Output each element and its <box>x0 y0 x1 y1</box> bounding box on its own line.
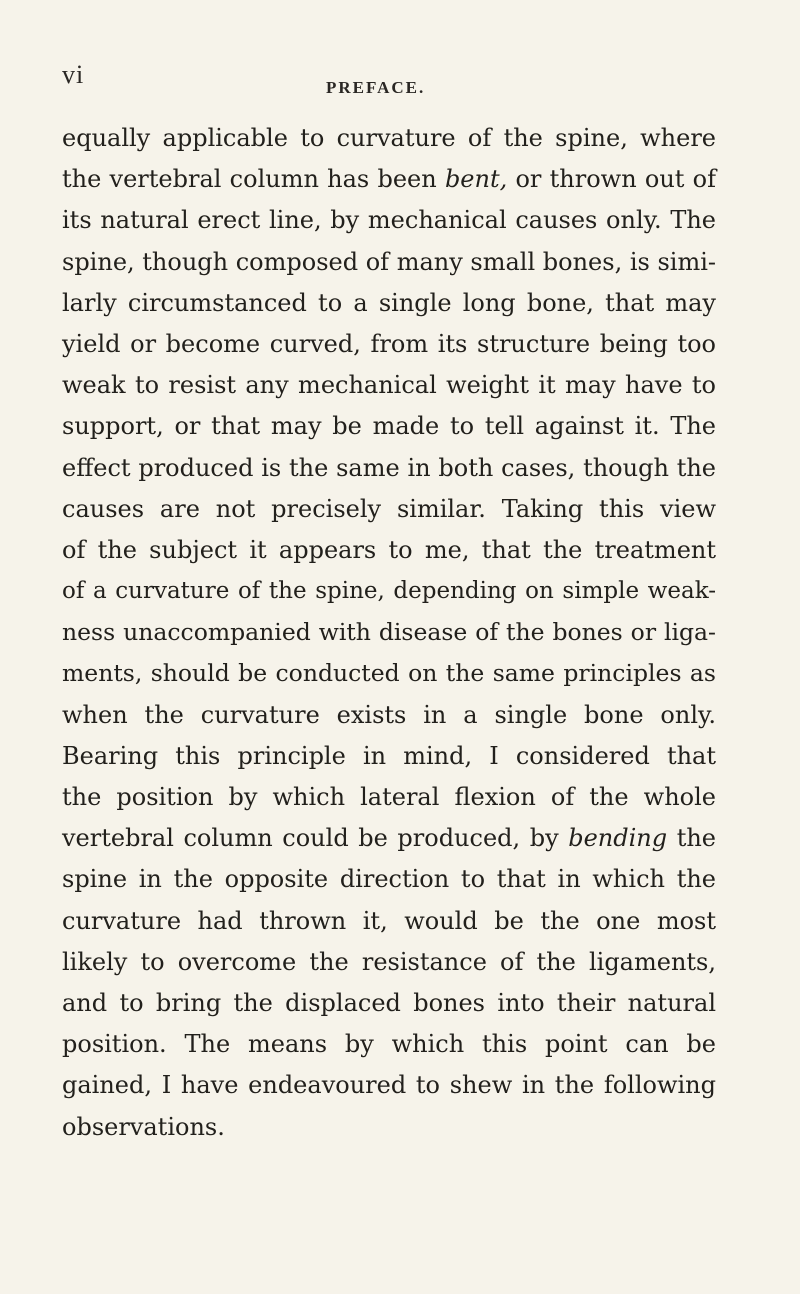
text-line: vertebral column could be produced, by bending the <box>62 824 717 853</box>
text-line: spine, though composed of many small bones, is simi- <box>62 247 716 276</box>
text-line: the position by which lateral flexion of the whole <box>62 783 716 811</box>
text-line: support, or that may be made to tell against it. The <box>62 412 716 441</box>
page-header <box>0 60 800 100</box>
text-line: ments, should be conducted on the same principles as <box>62 659 716 688</box>
text-line: effect produced is the same in both cases, though the <box>62 453 716 482</box>
text-line: curvature had thrown it, would be the one most <box>62 906 716 935</box>
page-number: vi <box>62 60 85 89</box>
emphasis: bent, <box>444 165 508 194</box>
text-line: gained, I have endeavoured to shew in the following <box>62 1071 716 1100</box>
text-line: weak to resist any mechanical weight it may have to <box>62 371 716 400</box>
text-line: spine in the opposite direction to that in which the <box>62 865 716 894</box>
text-line: the vertebral column has been bent, or thrown out of <box>62 165 717 194</box>
running-head: PREFACE. <box>326 78 426 97</box>
text-line: larly circumstanced to a single long bone, that may <box>62 288 716 317</box>
text-line: equally applicable to curvature of the spine, where <box>62 124 716 152</box>
text-line: causes are not precisely similar. Taking this view <box>62 494 716 523</box>
text-line: position. The means by which this point can be <box>62 1030 716 1059</box>
text-line: likely to overcome the resistance of the ligaments, <box>62 947 716 976</box>
text-line: its natural erect line, by mechanical causes only. The <box>62 206 716 235</box>
emphasis: bending <box>568 824 668 853</box>
text-line: of a curvature of the spine, depending on simple weak- <box>62 578 716 605</box>
text-line: yield or become curved, from its structure being too <box>62 329 716 358</box>
text-line: observations. <box>62 1112 225 1141</box>
text-line: Bearing this principle in mind, I considered that <box>62 741 716 770</box>
preface-body-text <box>62 118 716 1148</box>
text-line: of the subject it appears to me, that the treatment <box>62 535 716 564</box>
text-line: and to bring the displaced bones into their natural <box>62 988 716 1017</box>
text-line: ness unaccompanied with disease of the bones or liga- <box>62 618 716 647</box>
text-line: when the curvature exists in a single bone only. <box>62 700 716 729</box>
